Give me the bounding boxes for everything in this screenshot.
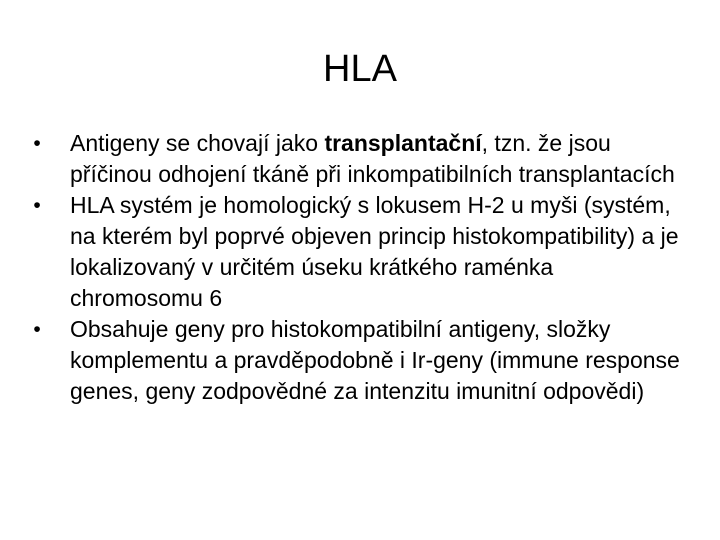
bullet-dot-icon: • [33, 132, 41, 155]
bullet-dot-icon: • [33, 194, 41, 217]
bullet-list [33, 128, 680, 407]
slide-title: HLA [323, 48, 397, 90]
bullet-text: HLA systém je homologický s lokusem H-2 u myši (systém, na kterém byl poprvé objeven princip histokompatibility) a je lokalizovaný v určitém úseku krátkého raménka chromosomu 6 [70, 192, 679, 311]
bullet-text: Obsahuje geny pro histokompatibilní antigeny, složky komplementu a pravděpodobně i Ir-geny (immune response genes, geny zodpovědné za intenzitu imunitní odpovědi) [70, 316, 680, 404]
bullet-dot-icon: • [33, 318, 41, 341]
bullet-bold-term: transplantační [324, 130, 482, 156]
bullet-item-genes [33, 314, 680, 407]
bullet-item-antigens [33, 128, 680, 190]
bullet-text-part: , tzn. že jsou příčinou odhojení tkáně při inkompatibilních transplantacích [70, 130, 675, 187]
bullet-text-part: Antigeny se chovají jako [70, 130, 325, 156]
bullet-item-hla-system [33, 190, 680, 314]
